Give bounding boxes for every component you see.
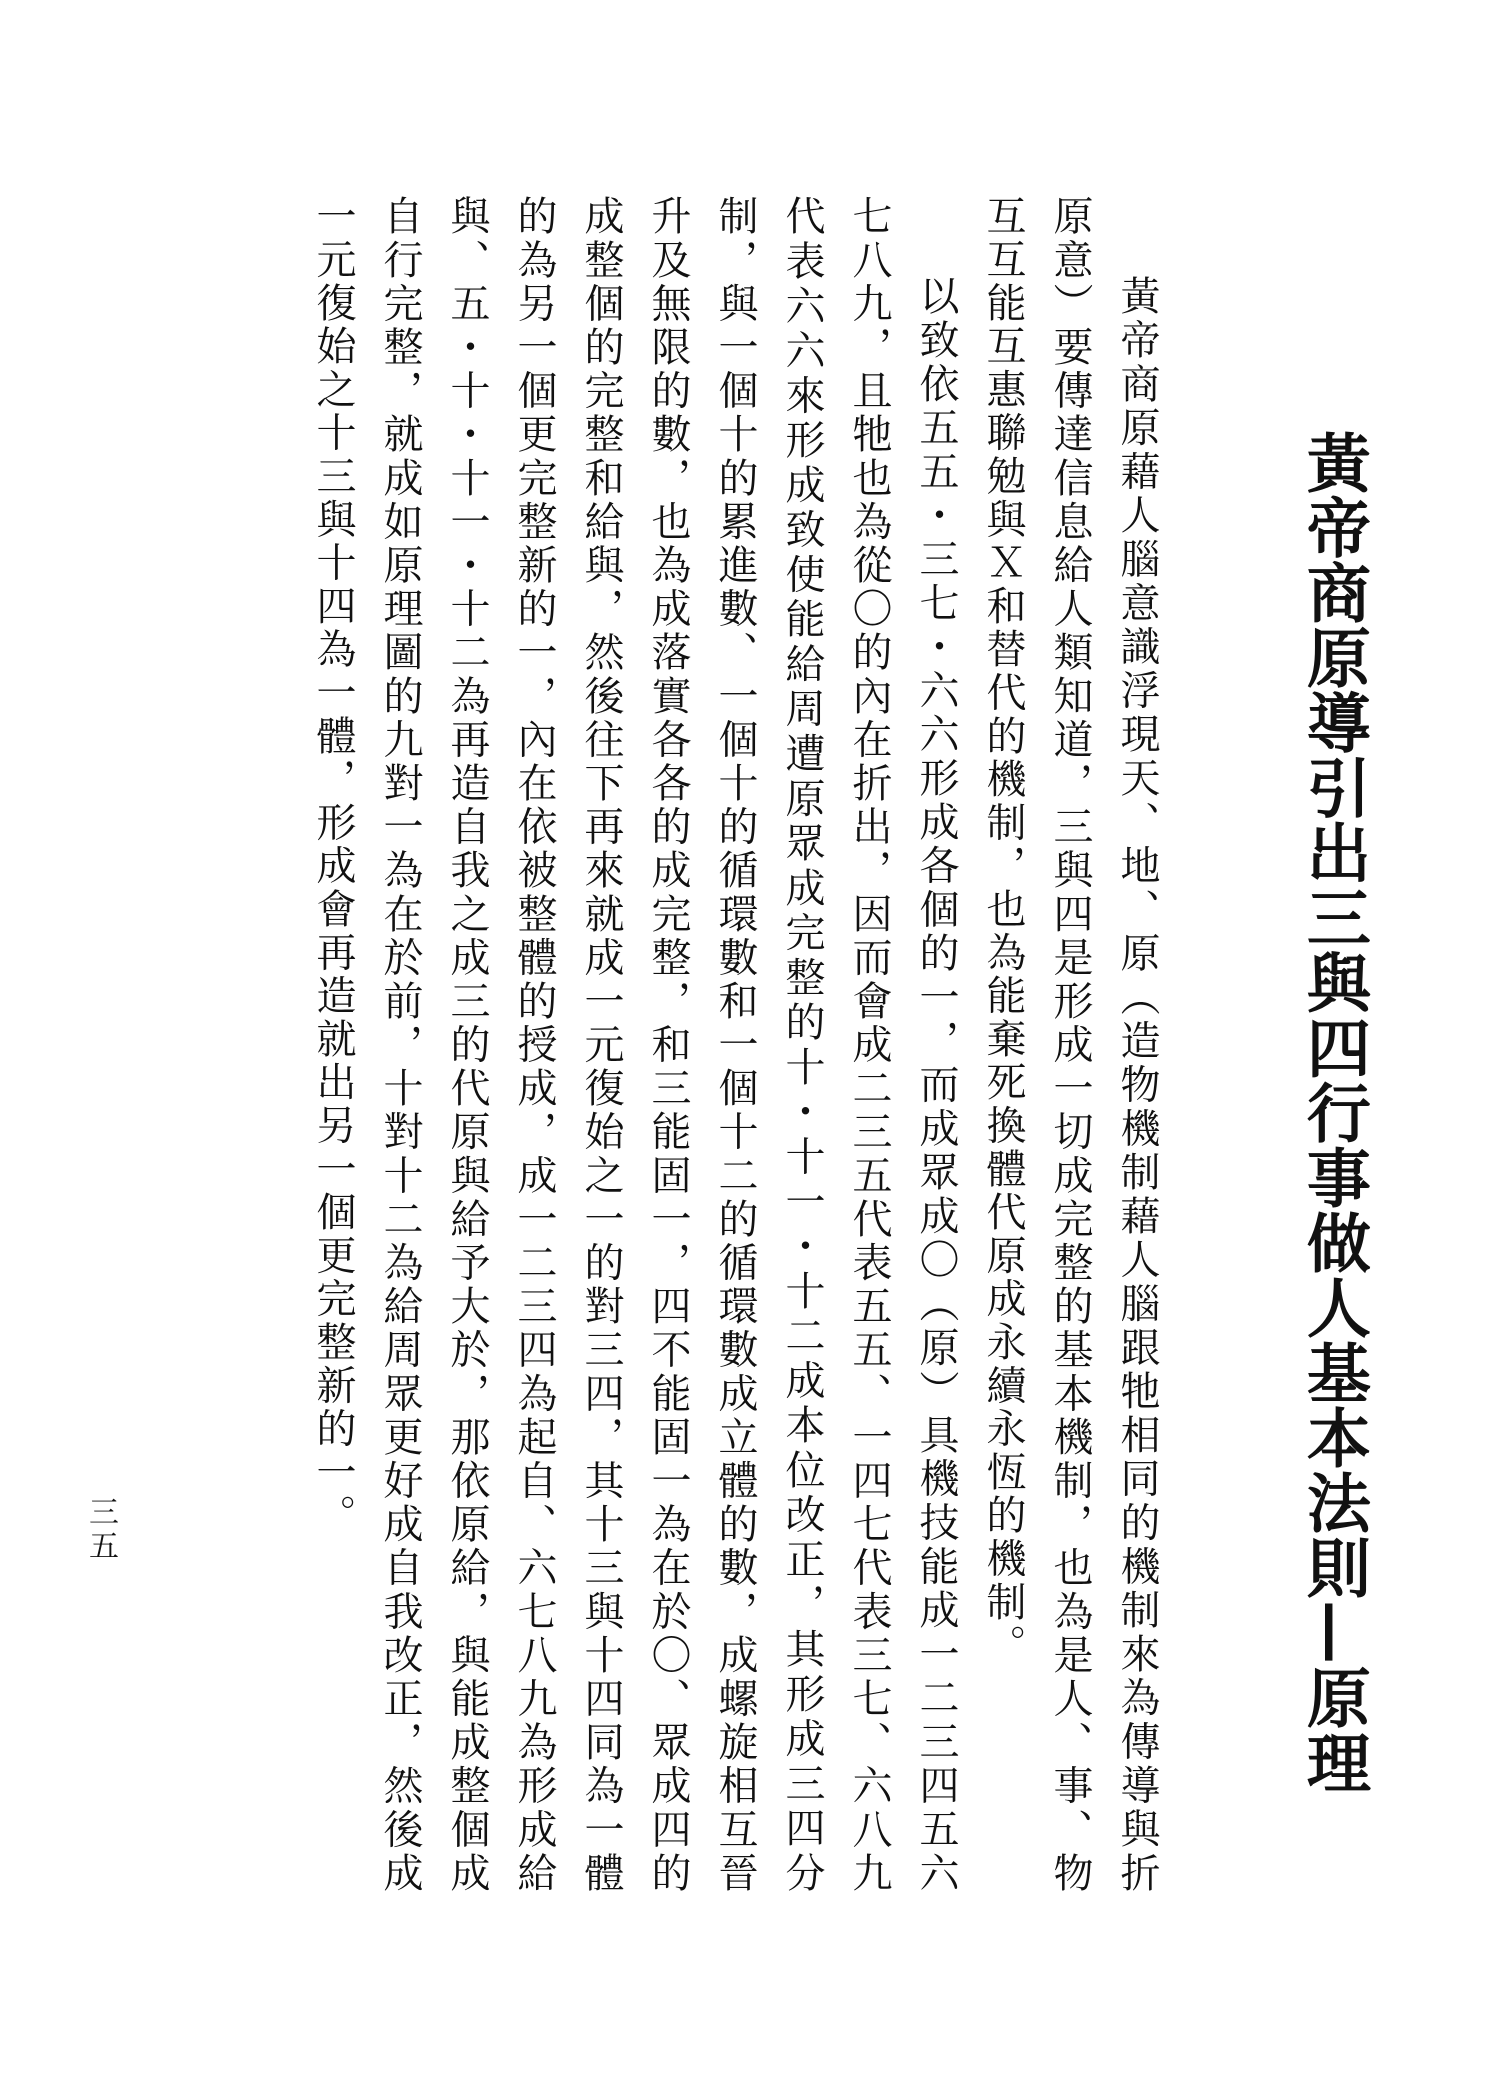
paragraph: 以致依五五・三七・六六形成各個的一，而成眾成〇（原）具機技能成一二三四五六七八九，且牠也為從〇的內在折出，因而會成二三五代表五五、一四七代表三七、六八九代表六六來形成致使能給周遭原眾成完整的十・十一・十二成本位改正，其形成三四分制，與一個十的累進數、一個十的循環數和一個十二的循環數成立體的數，成螺旋相互晉升及無限的數，也為成落實各各的成完整，和三能固一，四不能固一為在於〇、眾成四的成整個的完整和給與，然後往下再來就成一元復始之一的對三四，其十三與十四同為一體的為另一個更完整新的一，內在依被整體的授成，成一二三四為起自、六七八九為形成給與、五・十・十一・十二為再造自我之成三的代原與給予大於，那依原給，與能成整個成自行完整，就成如原理圖的九對一為在於前，十對十二為給周眾更好成自我改正，然後成一元復始之十三與十四為一體，形成會再造就出另一個更完整新的一。: [310, 195, 959, 1895]
body-text: [160, 195, 1170, 1895]
page-number: 三五: [83, 1496, 118, 1564]
paragraph: 黃帝商原藉人腦意識浮現天、地、原（造物機制藉人腦跟牠相同的機制來為傳導與折原意）要傳達信息給人類知道，三與四是形成一切成完整的基本機制，也為是人、事、物互互能互惠聯勉與Ｘ和替代的機制，也為能棄死換體代原成永續永恆的機制。: [980, 195, 1160, 1895]
page-title: 黃帝商原導引出三與四行事做人基本法則—原理: [1295, 430, 1371, 1795]
